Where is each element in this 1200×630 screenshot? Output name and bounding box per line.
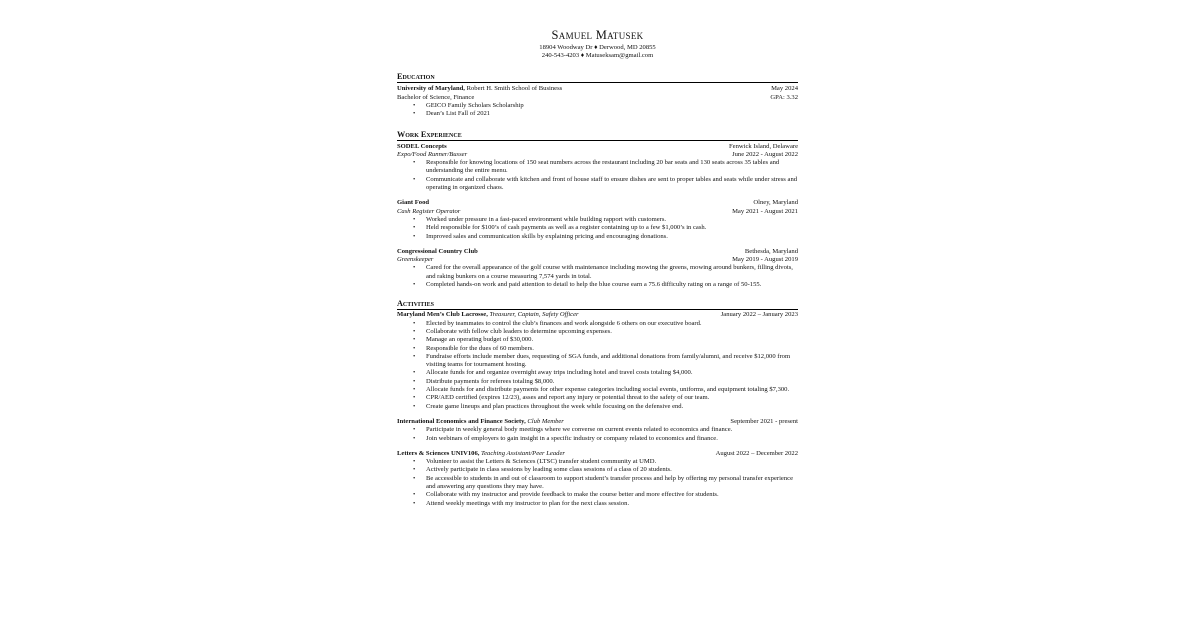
education-bullets	[397, 102, 798, 119]
list-item: • Be accessible to students in and out of classroom to support student’s transfer process and help by offering my personal transfer experience and answering any questions they may have.	[426, 475, 798, 492]
job-role: Cash Register Operator	[397, 207, 461, 215]
activity-role: Club Member	[525, 417, 564, 425]
resume-name: Samuel Matusek	[551, 28, 644, 42]
list-item: • Dean’s List Fall of 2021	[426, 110, 798, 118]
list-item: • Fundraise efforts include member dues, requesting of SGA funds, and additional donations from family/alumni, and receive $12,000 from visiting teams for tournament hosting.	[426, 353, 798, 370]
list-item: • Completed hands-on work and paid attention to detail to help the blue course earn a 75.6 difficulty rating on a range of 50-155.	[426, 281, 798, 289]
list-item: • CPR/AED certified (expires 12/23), asses and report any injury or potential threat to the safety of our team.	[426, 394, 798, 402]
activity-title	[397, 311, 579, 319]
list-item: • Manage an operating budget of $30,000.	[426, 336, 798, 344]
activity-dates: September 2021 - present	[730, 417, 798, 425]
work-heading: Work Experience	[397, 130, 798, 141]
activity-org: Maryland Men’s Club Lacrosse,	[397, 311, 488, 319]
activity-role: Treasurer, Captain, Safety Officer	[487, 311, 579, 319]
school-line	[397, 85, 562, 93]
job-entry	[397, 248, 798, 289]
list-item: • Allocate funds for and organize overnight away trips including hotel and travel costs totaling $4,000.	[426, 369, 798, 377]
list-item: • Allocate funds for and distribute payments for other expense categories including social events, uniforms, and equipment totaling $7,300.	[426, 386, 798, 394]
education-section	[397, 85, 798, 118]
list-item: • Held responsible for $100’s of cash payments as well as a register containing up to a few $1,000’s in cash.	[426, 224, 798, 232]
list-item: • Responsible for knowing locations of 150 seat numbers across the restaurant including 20 bar seats and 130 seats across 35 tables and understanding the entire menu.	[426, 159, 798, 176]
job-dates: May 2019 - August 2019	[732, 256, 798, 264]
school-name: University of Maryland,	[397, 85, 465, 93]
list-item: • Responsible for the dues of 60 members.	[426, 345, 798, 353]
activity-org: International Economics and Finance Society,	[397, 417, 526, 425]
activity-dates: January 2022 – January 2023	[720, 311, 798, 319]
gpa: GPA: 3.32	[770, 93, 798, 101]
list-item: • Participate in weekly general body meetings where we converse on current events related to economics and finance.	[426, 426, 798, 434]
school-sub: Robert H. Smith School of Business	[464, 85, 563, 93]
job-role: Expo/Food Runner/Busser	[397, 150, 468, 158]
activity-bullets	[397, 458, 798, 508]
list-item: • Elected by teammates to control the club’s finances and work alongside 6 others on our executive board.	[426, 320, 798, 328]
list-item: • Cared for the overall appearance of the golf course with maintenance including mowing the greens, mowing around bunkers, filling divots, and raking bunkers on a course measuring 7,574 yards in total.	[426, 264, 798, 281]
activity-bullets	[397, 426, 798, 443]
activity-bullets	[397, 320, 798, 411]
list-item: • Create game lineups and plan practices throughout the week while focusing on the defensive end.	[426, 403, 798, 411]
activity-entry	[397, 311, 798, 411]
list-item: • Distribute payments for referees totaling $8,000.	[426, 378, 798, 386]
address-line: 18904 Woodway Dr ♦ Derwood, MD 20855	[539, 44, 656, 51]
job-bullets	[397, 216, 798, 241]
list-item: • Actively participate in class sessions by leading some class sessions of a class of 20 students.	[426, 466, 798, 474]
job-location: Fenwick Island, Delaware	[728, 142, 798, 150]
resume-page	[397, 28, 798, 508]
list-item: • Volunteer to assist the Letters & Sciences (LTSC) transfer student community at UMD.	[426, 458, 798, 466]
activity-title	[397, 418, 564, 426]
activities-heading: Activities	[397, 299, 798, 310]
job-bullets	[397, 264, 798, 289]
job-role: Greenskeeper	[397, 256, 434, 264]
education-heading: Education	[397, 72, 798, 83]
list-item: • Join webinars of employers to gain insight in a specific industry or company related to economics and finance.	[426, 435, 798, 443]
job-bullets	[397, 159, 798, 192]
job-org: SODEL Concepts	[397, 142, 447, 150]
job-location: Bethesda, Maryland	[744, 247, 798, 255]
job-dates: June 2022 - August 2022	[732, 150, 798, 158]
list-item: • GEICO Family Scholars Scholarship	[426, 102, 798, 110]
contact-line: 240-543-4203 ♦ Matuseksam@gmail.com	[541, 52, 654, 60]
degree: Bachelor of Science, Finance	[397, 93, 475, 101]
list-item: • Attend weekly meetings with my instructor to plan for the next class session.	[426, 500, 798, 508]
graduation-date: May 2024	[771, 85, 798, 93]
activity-role: Teaching Assistant/Peer Leader	[479, 449, 565, 457]
activities-section	[397, 311, 798, 508]
list-item: • Communicate and collaborate with kitchen and front of house staff to ensure dishes are sent to proper tables and seats while under stress and operating in organized chaos.	[426, 176, 798, 193]
list-item: • Improved sales and communication skills by explaining pricing and encouraging donations.	[426, 233, 798, 241]
activity-dates: August 2022 – December 2022	[715, 449, 798, 457]
job-org: Congressional Country Club	[397, 247, 478, 255]
job-entry	[397, 199, 798, 240]
list-item: • Collaborate with fellow club leaders to determine upcoming expenses.	[426, 328, 798, 336]
activity-entry	[397, 450, 798, 508]
activity-org: Letters & Sciences UNIV106,	[397, 449, 480, 457]
job-entry	[397, 143, 798, 193]
activity-entry	[397, 418, 798, 443]
job-org: Giant Food	[397, 199, 430, 207]
work-section	[397, 143, 798, 290]
activity-title	[397, 450, 565, 458]
job-location: Olney, Maryland	[753, 199, 798, 207]
list-item: • Worked under pressure in a fast-paced environment while building rapport with customers.	[426, 216, 798, 224]
list-item: • Collaborate with my instructor and provide feedback to make the course better and more effective for students.	[426, 491, 798, 499]
job-dates: May 2021 - August 2021	[732, 207, 798, 215]
